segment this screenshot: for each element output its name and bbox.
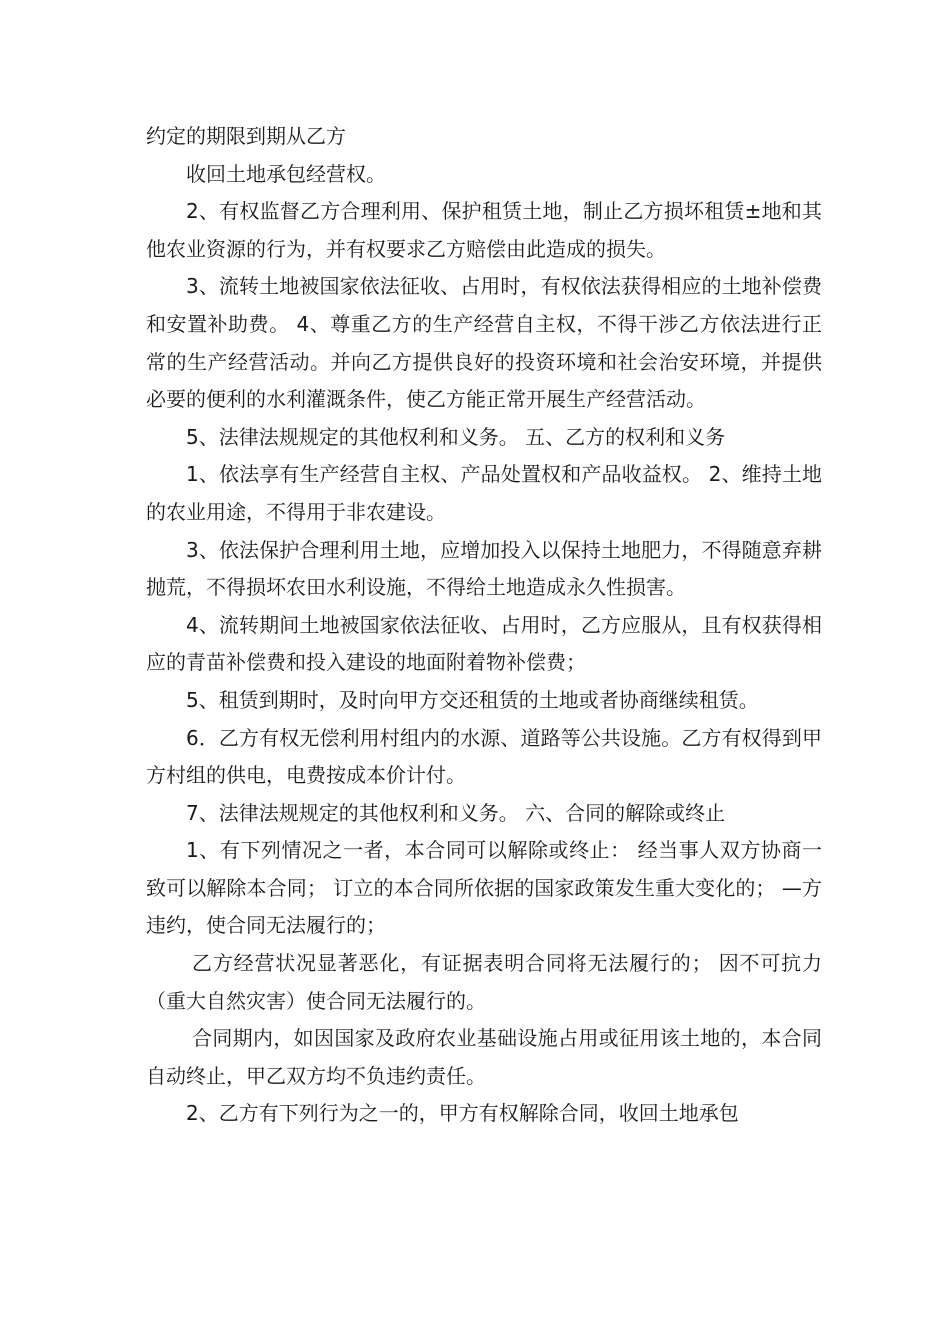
paragraph-2: 收回土地承包经营权。 — [186, 161, 386, 186]
document-body — [146, 118, 822, 1133]
paragraph-10: 6．乙方有权无偿利用村组内的水源、道路等公共设施。乙方有权得到甲方村组的供电，电费按成本价计付。 — [146, 725, 822, 788]
paragraph-12: 1、有下列情况之一者，本合同可以解除或终止： 经当事人双方协商一致可以解除本合同； 订立的本合同所依据的国家政策发生重大变化的； —方违约，使合同无法履行的； — [146, 838, 822, 938]
paragraph-1: 约定的期限到期从乙方 — [146, 124, 346, 148]
paragraph-7: 3、依法保护合理利用土地，应增加投入以保持土地肥力，不得随意弃耕抛荒，不得损坏农田水利设施，不得给土地造成永久性损害。 — [146, 537, 822, 600]
paragraph-15: 2、乙方有下列行为之一的，甲方有权解除合同，收回土地承包 — [186, 1101, 739, 1126]
paragraph-6: 1、依法享有生产经营自主权、产品处置权和产品收益权。 2、维持土地的农业用途，不得用于非农建设。 — [146, 462, 822, 524]
paragraph-11: 7、法律法规规定的其他权利和义务。 六、合同的解除或终止 — [186, 800, 726, 825]
paragraph-4: 3、流转土地被国家依法征收、占用时，有权依法获得相应的土地补偿费和安置补助费。 4、尊重乙方的生产经营自主权，不得干涉乙方依法进行正常的生产经营活动。并向乙方提供良好的投资环境和社会治安环境，并提供必要的便利的水利灌溉条件，使乙方能正常开展生产经营活动。 — [146, 274, 822, 412]
paragraph-5: 5、法律法规规定的其他权利和义务。 五、乙方的权利和义务 — [186, 424, 726, 449]
paragraph-9: 5、租赁到期时，及时向甲方交还租赁的土地或者协商继续租赁。 — [186, 687, 759, 712]
paragraph-14: 合同期内，如因国家及政府农业基础设施占用或征用该土地的，本合同自动终止，甲乙双方均不负违约责任。 — [146, 1026, 822, 1088]
paragraph-8: 4、流转期间土地被国家依法征收、占用时，乙方应服从，且有权获得相应的青苗补偿费和投入建设的地面附着物补偿费； — [146, 612, 822, 675]
paragraph-13: 乙方经营状况显著恶化，有证据表明合同将无法履行的； 因不可抗力（重大自然灾害）使合同无法履行的。 — [146, 951, 822, 1013]
paragraph-3: 2、有权监督乙方合理利用、保护租赁土地，制止乙方损坏租赁±地和其他农业资源的行为，并有权要求乙方赔偿由此造成的损失。 — [146, 199, 822, 261]
